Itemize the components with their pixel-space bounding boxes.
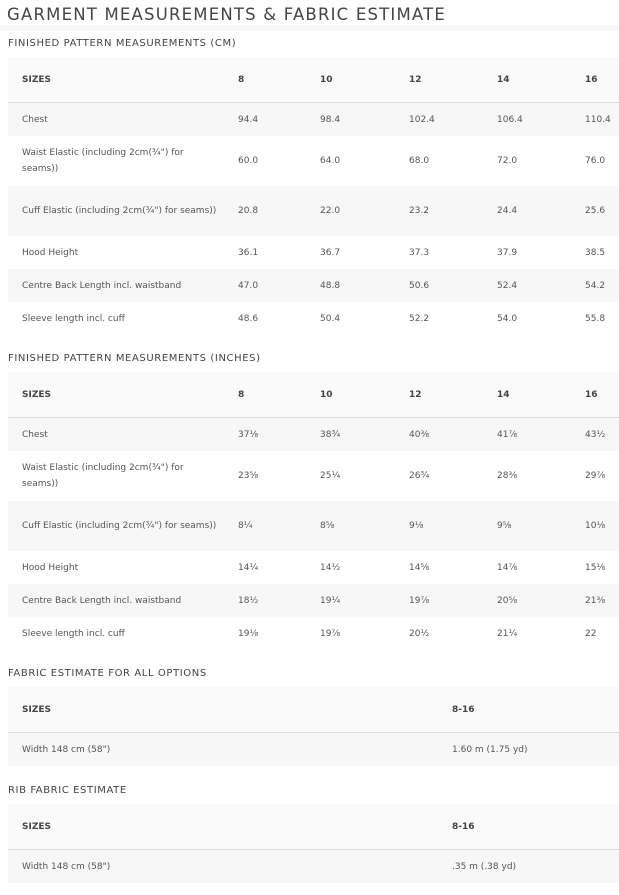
header-cell: 16 [585,74,598,85]
table-cell: 110.4 [585,114,611,125]
table-cell: 98.4 [320,114,341,125]
table-row [8,418,619,451]
row-label: Cuff Elastic (including 2cm(¾") for seams)) [22,206,217,216]
table-cell: 37.9 [497,247,518,258]
row-label: Centre Back Length incl. waistband [22,280,182,291]
table-cell: 14¼ [238,562,259,573]
row-label: Chest [22,114,48,125]
header-cell: 12 [409,74,422,85]
table-cell: 48.8 [320,280,341,291]
row-label: Sleeve length incl. cuff [22,628,125,639]
header-cell: 16 [585,389,598,400]
table-cell: 22 [585,628,597,639]
header-cell: SIZES [22,74,51,85]
table-cell: 72.0 [497,156,518,166]
table-cell: 64.0 [320,156,341,166]
header-cell: 8 [238,74,245,85]
table-cell: 36.1 [238,247,259,258]
table-row [8,302,619,335]
table-row [8,236,619,269]
table-cell: 20½ [409,628,430,639]
table-cell: 38¾ [320,429,341,440]
header-cell: 8-16 [452,704,475,715]
table-row [8,617,619,650]
table-cell: 10⅛ [585,521,606,531]
cm-section-title: FINISHED PATTERN MEASUREMENTS (CM) [8,38,237,49]
table-header-row [8,57,619,103]
table-cell: 22.0 [320,206,341,216]
row-label: Hood Height [22,562,79,573]
header-cell: 10 [320,389,333,400]
table-cell: 23⅝ [238,471,259,481]
table-cell: 19⅛ [238,628,259,639]
row-label: Hood Height [22,247,79,258]
header-cell: 10 [320,74,333,85]
inch-section-title: FINISHED PATTERN MEASUREMENTS (INCHES) [8,353,261,364]
table-cell: 14⅝ [409,562,430,573]
header-cell: 8 [238,389,245,400]
fabric-section-title: FABRIC ESTIMATE FOR ALL OPTIONS [8,668,207,679]
table-cell: 15⅛ [585,562,606,573]
table-cell: 23.2 [409,206,430,216]
table-cell: 37.3 [409,247,430,258]
table-cell: 25.6 [585,206,606,216]
rib-section-title: RIB FABRIC ESTIMATE [8,785,127,796]
table-cell: 48.6 [238,313,259,324]
table-row [8,186,619,236]
header-cell: 14 [497,74,510,85]
header-cell: SIZES [22,821,51,832]
table-cell: 54.2 [585,280,606,291]
table-cell: 8¼ [238,521,253,531]
header-cell: 12 [409,389,422,400]
table-cell: 20⅝ [497,595,518,606]
table-cell: 26¾ [409,471,430,481]
table-cell: 8⅝ [320,521,335,531]
table-cell: 52.2 [409,313,430,324]
table-cell: 52.4 [497,280,518,291]
table-cell: 28⅜ [497,471,518,481]
table-cell: 102.4 [409,114,435,125]
row-label: Waist Elastic (including 2cm(¾") for seams)) [22,463,184,489]
table-row [8,584,619,617]
table-cell: 54.0 [497,313,518,324]
table-cell: 76.0 [585,156,606,166]
table-cell: 40⅜ [409,429,430,440]
row-label: Chest [22,429,48,440]
row-label: Sleeve length incl. cuff [22,313,125,324]
table-cell: 36.7 [320,247,341,258]
table-cell: 24.4 [497,206,518,216]
table-header-row [8,804,619,850]
table-cell: 55.8 [585,313,606,324]
table-cell: 14½ [320,562,341,573]
table-cell: 9⅝ [497,521,512,531]
table-header-row [8,687,619,733]
table-cell: 60.0 [238,156,259,166]
table-row [8,501,619,551]
table-cell: .35 m (.38 yd) [452,861,517,872]
row-label: Centre Back Length incl. waistband [22,595,182,606]
table-cell: 94.4 [238,114,259,125]
table-cell: 21¼ [497,628,518,639]
row-label: Width 148 cm (58") [22,861,111,872]
row-label: Cuff Elastic (including 2cm(¾") for seams)) [22,521,217,531]
table-cell: 43½ [585,429,606,440]
table-row [8,103,619,136]
table-cell: 41⅞ [497,429,518,440]
table-row [8,269,619,302]
header-cell: 14 [497,389,510,400]
title-band [0,25,619,31]
table-row [8,850,619,883]
table-cell: 21⅜ [585,595,606,606]
table-row [8,451,619,501]
table-cell: 29⅞ [585,471,606,481]
table-cell: 68.0 [409,156,430,166]
header-cell: SIZES [22,389,51,400]
table-row [8,551,619,584]
table-cell: 38.5 [585,247,606,258]
header-cell: 8-16 [452,821,475,832]
table-cell: 18½ [238,595,259,606]
page-title: GARMENT MEASUREMENTS & FABRIC ESTIMATE [7,5,447,24]
table-cell: 19⅞ [320,628,341,639]
row-label: Waist Elastic (including 2cm(¾") for seams)) [22,148,184,174]
table-header-row [8,372,619,418]
table-cell: 19¼ [320,595,341,606]
table-cell: 1.60 m (1.75 yd) [452,744,528,755]
table-row [8,733,619,766]
table-cell: 37⅛ [238,429,259,440]
table-cell: 14⅞ [497,562,518,573]
row-label: Width 148 cm (58") [22,744,111,755]
table-cell: 47.0 [238,280,259,291]
table-cell: 50.4 [320,313,341,324]
table-cell: 20.8 [238,206,259,216]
table-cell: 106.4 [497,114,523,125]
table-row [8,136,619,186]
header-cell: SIZES [22,704,51,715]
table-cell: 50.6 [409,280,430,291]
table-cell: 19⅞ [409,595,430,606]
table-cell: 9⅛ [409,521,424,531]
table-cell: 25¼ [320,471,341,481]
